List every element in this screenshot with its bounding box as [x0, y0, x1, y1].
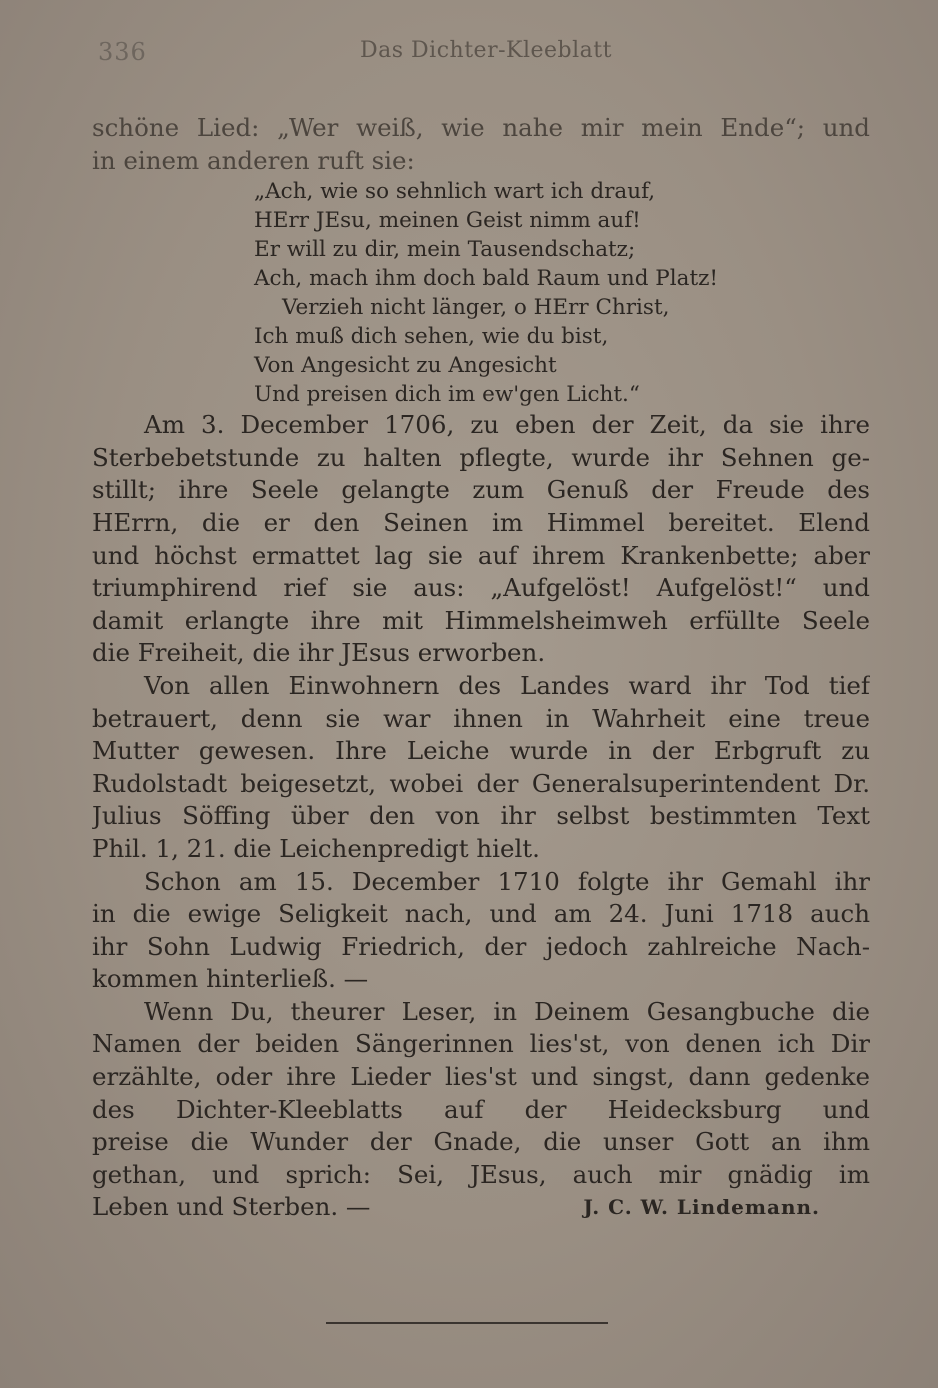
author-signature: J. C. W. Lindemann. [583, 1195, 820, 1220]
poem-line: Ich muß dich sehen, wie du bist, [254, 324, 609, 350]
text-line: Sterbebetstunde zu halten pflegte, wurde ihr Sehnen ge- [92, 442, 870, 472]
text-line: gethan, und sprich: Sei, JEsus, auch mir gnädig im [92, 1159, 870, 1189]
text-line: stillt; ihre Seele gelangte zum Genuß der Freude des [92, 475, 870, 505]
poem-line: Verzieh nicht länger, o HErr Christ, [282, 295, 670, 321]
text-line: erzählte, oder ihre Lieder lies'st und singst, dann gedenke [92, 1062, 870, 1092]
text-line: Julius Söffing über den von ihr selbst bestimmten Text [92, 801, 870, 831]
text-line: Phil. 1, 21. die Leichenpredigt hielt. [92, 833, 540, 863]
text-line: triumphirend rief sie aus: „Aufgelöst! Aufgelöst!“ und [92, 573, 870, 603]
text-line-with-signature [92, 1191, 870, 1224]
text-line: des Dichter-Kleeblatts auf der Heidecksburg und [92, 1094, 870, 1124]
text-line: die Freiheit, die ihr JEsus erworben. [92, 638, 546, 668]
text-line: Namen der beiden Sängerinnen lies'st, von denen ich Dir [92, 1029, 870, 1059]
poem-quote [254, 177, 870, 409]
poem-line: Er will zu dir, mein Tausendschatz; [254, 237, 636, 263]
text-line: Mutter gewesen. Ihre Leiche wurde in der Erbgruft zu [92, 736, 870, 766]
text-line: ihr Sohn Ludwig Friedrich, der jedoch zahlreiche Nach- [92, 931, 870, 961]
paragraph-death [92, 409, 870, 670]
poem-line: „Ach, wie so sehnlich wart ich drauf, [254, 179, 656, 205]
text-line: preise die Wunder der Gnade, die unser Gott an ihm [92, 1127, 870, 1157]
page-header [98, 38, 868, 74]
poem-line: Von Angesicht zu Angesicht [254, 353, 557, 379]
text-line: betrauert, denn sie war ihnen in Wahrheit eine treue [92, 703, 870, 733]
text-line: in einem anderen ruft sie: [92, 145, 415, 175]
text-line: HErrn, die er den Seinen im Himmel bereitet. Elend [92, 507, 870, 537]
text-line: kommen hinterließ. — [92, 964, 369, 994]
text-line: damit erlangte ihre mit Himmelsheimweh erfüllte Seele [92, 605, 870, 635]
running-title: Das Dichter-Kleeblatt [360, 38, 612, 63]
text-line: Schon am 15. December 1710 folgte ihr Gemahl ihr [144, 866, 870, 896]
paragraph-closing [92, 996, 870, 1224]
text-line: Von allen Einwohnern des Landes ward ihr Tod tief [144, 670, 870, 700]
text-line: in die ewige Seligkeit nach, und am 24. Juni 1718 auch [92, 899, 870, 929]
text-line: Am 3. December 1706, zu eben der Zeit, da sie ihre [144, 410, 870, 440]
page-number: 336 [98, 38, 147, 66]
text-line: Rudolstadt beigesetzt, wobei der Generalsuperintendent Dr. [92, 768, 870, 798]
text-line: Leben und Sterben. — [92, 1192, 371, 1222]
poem-line: Ach, mach ihm doch bald Raum und Platz! [254, 266, 719, 292]
paragraph-mourning [92, 670, 870, 866]
text-line: Wenn Du, theurer Leser, in Deinem Gesangbuche die [144, 996, 870, 1026]
text-line: und höchst ermattet lag sie auf ihrem Krankenbette; aber [92, 540, 870, 570]
text-line: schöne Lied: „Wer weiß, wie nahe mir mein Ende“; und [92, 113, 870, 142]
paragraph-succession [92, 866, 870, 996]
end-rule [326, 1322, 608, 1324]
body-text [92, 112, 870, 1224]
poem-line: HErr JEsu, meinen Geist nimm auf! [254, 208, 641, 234]
poem-line: Und preisen dich im ew'gen Licht.“ [254, 382, 640, 408]
